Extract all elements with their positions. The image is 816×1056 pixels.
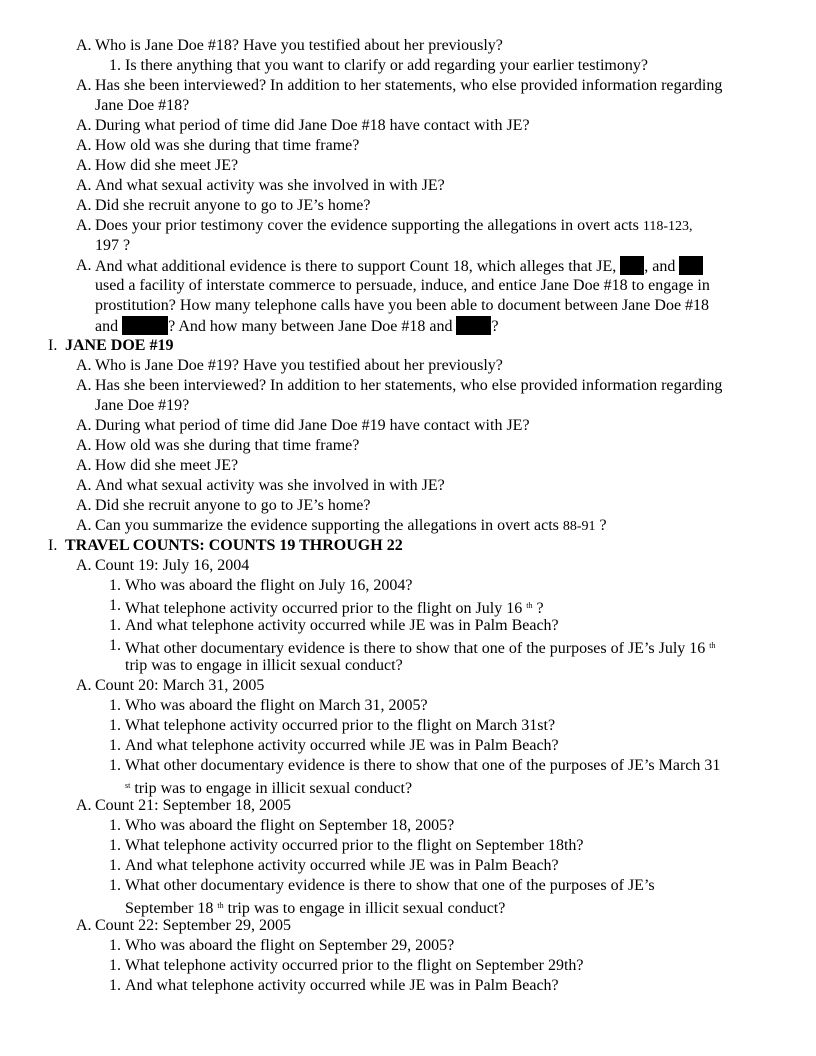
list-marker: A. (76, 377, 92, 394)
question-text: Has she been interviewed? In addition to her statements, who else provided information regarding Jane Doe #18? (95, 77, 723, 114)
list-marker: A. (76, 477, 92, 494)
question-text: What other documentary evidence is there to show that one of the purposes of JE’s March 31 (125, 757, 721, 774)
section-marker: I. (48, 537, 58, 554)
question-text: prostitution? How many telephone calls have you been able to document between Jane Doe #18 (95, 297, 710, 314)
question-text: And what telephone activity occurred while JE was in Palm Beach? (125, 977, 559, 994)
list-marker: A. (76, 117, 92, 134)
list-marker: 1. (109, 877, 121, 894)
list-marker: 1. (109, 57, 121, 74)
list-marker: A. (76, 257, 92, 274)
question-text: During what period of time did Jane Doe #19 have contact with JE? (95, 417, 530, 434)
question-text: used a facility of interstate commerce to persuade, induce, and entice Jane Doe #18 to engage in (95, 277, 710, 294)
list-marker: A. (76, 797, 92, 814)
question-text: $^{st}$ trip was to engage in illicit sexual conduct? (125, 780, 413, 797)
section-heading: TRAVEL COUNTS: COUNTS 19 THROUGH 22 (65, 537, 403, 554)
question-text: Who is Jane Doe #18? Have you testified about her previously? (95, 37, 503, 54)
redaction-box (456, 316, 491, 335)
question-text: Who was aboard the flight on July 16, 2004? (125, 577, 413, 594)
list-marker: A. (76, 37, 92, 54)
list-marker: A. (76, 357, 92, 374)
list-marker: A. (76, 517, 92, 534)
list-marker: A. (76, 557, 92, 574)
question-text: Can you summarize the evidence supporting the allegations in overt acts 88-91 ? (95, 517, 607, 534)
question-text: Does your prior testimony cover the evidence supporting the allegations in overt acts 118-123, (95, 217, 693, 234)
list-marker: A. (76, 437, 92, 454)
list-marker: A. (76, 677, 92, 694)
question-text: How did she meet JE? (95, 457, 239, 474)
list-marker: 1. (109, 817, 121, 834)
list-marker: A. (76, 157, 92, 174)
question-text: Did she recruit anyone to go to JE’s home? (95, 497, 371, 514)
list-marker: A. (76, 417, 92, 434)
overt-acts-range: 88-91 (562, 519, 596, 534)
list-marker: A. (76, 497, 92, 514)
question-text: Has she been interviewed? In addition to her statements, who else provided information regarding Jane Doe #19? (95, 377, 723, 414)
list-marker: A. (76, 137, 92, 154)
question-text: And what additional evidence is there to support Count 18, which alleges that JE, , and (95, 256, 703, 277)
list-marker: 1. (109, 757, 121, 774)
question-text: Who was aboard the flight on September 18, 2005? (125, 817, 455, 834)
overt-acts-range: 118-123, (642, 219, 693, 234)
list-marker: 1. (109, 737, 121, 754)
list-marker: A. (76, 77, 92, 94)
question-text: During what period of time did Jane Doe #18 have contact with JE? (95, 117, 530, 134)
question-text: And what telephone activity occurred while JE was in Palm Beach? (125, 737, 559, 754)
question-text: What telephone activity occurred prior to the flight on March 31st? (125, 717, 556, 734)
count-title: Count 21: September 18, 2005 (95, 797, 291, 814)
question-text: What telephone activity occurred prior to the flight on September 18th? (125, 837, 584, 854)
list-marker: 1. (109, 977, 121, 994)
list-marker: A. (76, 457, 92, 474)
question-text: And what telephone activity occurred while JE was in Palm Beach? (125, 857, 559, 874)
question-text: What other documentary evidence is there to show that one of the purposes of JE’s July 16 $^{th}$ (125, 640, 716, 657)
count-title: Count 20: March 31, 2005 (95, 677, 265, 694)
question-text: And what telephone activity occurred while JE was in Palm Beach? (125, 617, 559, 634)
question-text: September 18 $^{th}$ trip was to engage in illicit sexual conduct? (125, 900, 506, 917)
question-text: And what sexual activity was she involved in with JE? (95, 477, 445, 494)
count-title: Count 19: July 16, 2004 (95, 557, 250, 574)
list-marker: 1. (109, 617, 121, 634)
list-marker: 1. (109, 697, 121, 714)
list-marker: 1. (109, 637, 121, 654)
redaction-box (620, 256, 644, 275)
section-marker: I. (48, 337, 58, 354)
redaction-box (679, 256, 703, 275)
question-text: Did she recruit anyone to go to JE’s home? (95, 197, 371, 214)
question-text: What other documentary evidence is there to show that one of the purposes of JE’s (125, 877, 655, 894)
question-text: Who is Jane Doe #19? Have you testified about her previously? (95, 357, 503, 374)
list-marker: 1. (109, 597, 121, 614)
question-text: What telephone activity occurred prior to the flight on July 16 $^{th}$ ? (125, 600, 544, 617)
list-marker: 1. (109, 717, 121, 734)
question-text: And what sexual activity was she involved in with JE? (95, 177, 445, 194)
question-text: Who was aboard the flight on September 29, 2005? (125, 937, 455, 954)
question-text: What telephone activity occurred prior to the flight on September 29th? (125, 957, 584, 974)
question-text: How old was she during that time frame? (95, 437, 360, 454)
list-marker: 1. (109, 837, 121, 854)
question-text: trip was to engage in illicit sexual conduct? (125, 657, 403, 674)
list-marker: A. (76, 197, 92, 214)
list-marker: 1. (109, 857, 121, 874)
question-text: How old was she during that time frame? (95, 137, 360, 154)
list-marker: 1. (109, 937, 121, 954)
list-marker: A. (76, 177, 92, 194)
question-text: Is there anything that you want to clarify or add regarding your earlier testimony? (125, 57, 648, 74)
question-text: Who was aboard the flight on March 31, 2005? (125, 697, 428, 714)
section-heading: JANE DOE #19 (65, 337, 174, 354)
question-text: How did she meet JE? (95, 157, 239, 174)
question-text: and ? And how many between Jane Doe #18 and ? (95, 318, 499, 335)
list-marker: A. (76, 217, 92, 234)
list-marker: 1. (109, 577, 121, 594)
question-text: 197 ? (95, 237, 131, 254)
redaction-box (122, 316, 168, 335)
list-marker: A. (76, 917, 92, 934)
list-marker: 1. (109, 957, 121, 974)
count-title: Count 22: September 29, 2005 (95, 917, 291, 934)
